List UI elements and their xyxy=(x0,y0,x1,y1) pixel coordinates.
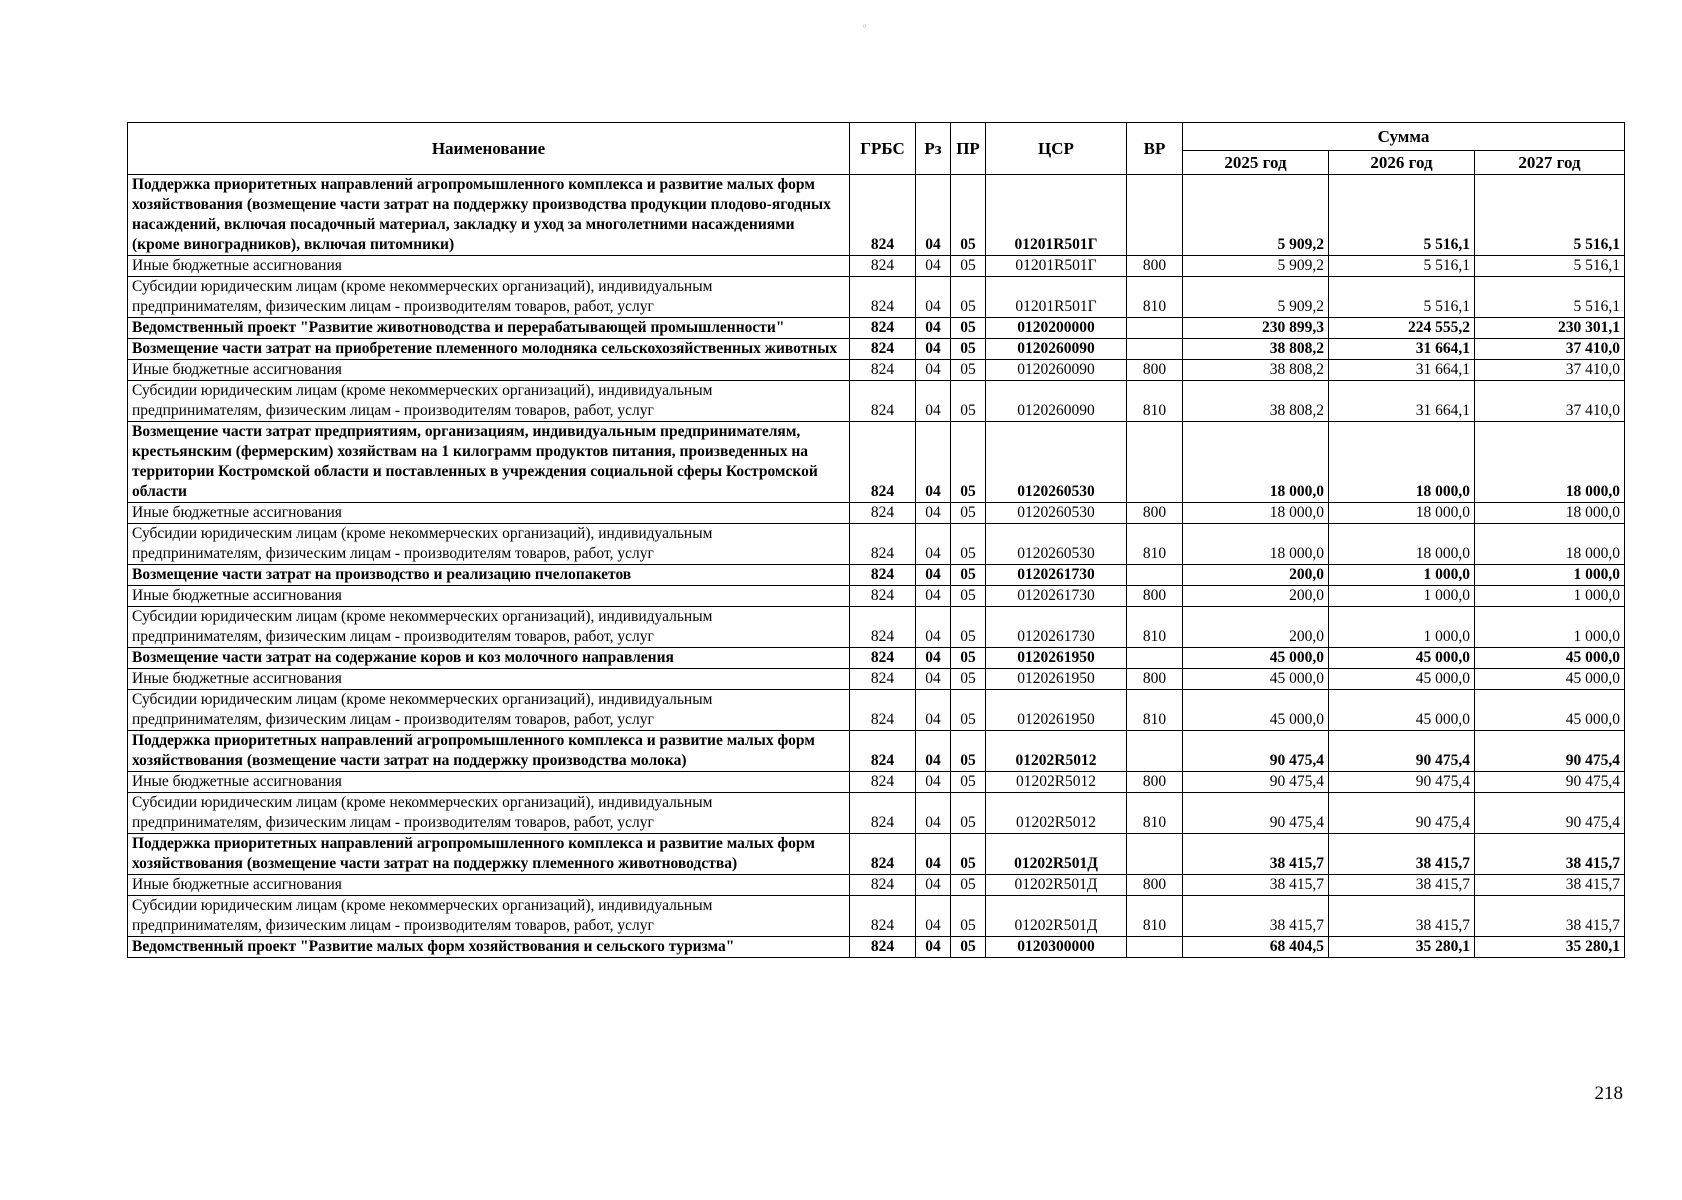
table-row xyxy=(128,648,1625,669)
row-grbs-cell: 824 xyxy=(850,875,916,896)
table-row xyxy=(128,875,1625,896)
row-pr-cell: 05 xyxy=(951,256,986,277)
row-amount-2026-cell: 1 000,0 xyxy=(1329,586,1475,607)
row-amount-2027-cell: 18 000,0 xyxy=(1475,524,1625,565)
row-amount-2027-cell: 230 301,1 xyxy=(1475,318,1625,339)
row-amount-2026-cell: 18 000,0 xyxy=(1329,524,1475,565)
row-name-cell: Иные бюджетные ассигнования xyxy=(128,875,850,896)
row-vr-cell xyxy=(1127,937,1183,958)
header-name: Наименование xyxy=(128,123,850,175)
row-grbs-cell: 824 xyxy=(850,360,916,381)
row-pr-cell: 05 xyxy=(951,175,986,256)
row-grbs-cell: 824 xyxy=(850,793,916,834)
row-name-cell: Поддержка приоритетных направлений агропромышленного комплекса и развитие малых форм хозяйствования (возмещение части затрат на поддержку производства продукции плодово-ягодных насаждений, включая посадочный материал, закладку и уход за многолетними насаждениями (кроме виноградников), включая питомники) xyxy=(128,175,850,256)
table-row xyxy=(128,381,1625,422)
row-amount-2026-cell: 18 000,0 xyxy=(1329,422,1475,503)
table-row xyxy=(128,360,1625,381)
table-row xyxy=(128,256,1625,277)
row-amount-2026-cell: 1 000,0 xyxy=(1329,607,1475,648)
row-vr-cell xyxy=(1127,834,1183,875)
table-row xyxy=(128,175,1625,256)
row-grbs-cell: 824 xyxy=(850,277,916,318)
row-amount-2025-cell: 18 000,0 xyxy=(1183,524,1329,565)
row-vr-cell: 800 xyxy=(1127,503,1183,524)
row-vr-cell: 800 xyxy=(1127,669,1183,690)
row-amount-2026-cell: 90 475,4 xyxy=(1329,772,1475,793)
table-row xyxy=(128,607,1625,648)
row-amount-2026-cell: 45 000,0 xyxy=(1329,669,1475,690)
row-rz-cell: 04 xyxy=(916,607,951,648)
row-grbs-cell: 824 xyxy=(850,339,916,360)
row-amount-2025-cell: 90 475,4 xyxy=(1183,731,1329,772)
row-grbs-cell: 824 xyxy=(850,175,916,256)
row-name-cell: Возмещение части затрат на приобретение племенного молодняка сельскохозяйственных животных xyxy=(128,339,850,360)
table-row xyxy=(128,731,1625,772)
row-grbs-cell: 824 xyxy=(850,256,916,277)
table-row xyxy=(128,690,1625,731)
row-vr-cell xyxy=(1127,422,1183,503)
row-amount-2027-cell: 35 280,1 xyxy=(1475,937,1625,958)
row-amount-2026-cell: 31 664,1 xyxy=(1329,381,1475,422)
row-pr-cell: 05 xyxy=(951,607,986,648)
row-csr-cell: 01202R5012 xyxy=(986,793,1127,834)
row-grbs-cell: 824 xyxy=(850,422,916,503)
row-name-cell: Иные бюджетные ассигнования xyxy=(128,586,850,607)
row-rz-cell: 04 xyxy=(916,339,951,360)
row-amount-2025-cell: 68 404,5 xyxy=(1183,937,1329,958)
row-amount-2025-cell: 5 909,2 xyxy=(1183,175,1329,256)
row-vr-cell: 810 xyxy=(1127,690,1183,731)
row-rz-cell: 04 xyxy=(916,318,951,339)
row-csr-cell: 0120261730 xyxy=(986,586,1127,607)
row-rz-cell: 04 xyxy=(916,793,951,834)
header-grbs: ГРБС xyxy=(850,123,916,175)
row-name-cell: Субсидии юридическим лицам (кроме некоммерческих организаций), индивидуальным предпринимателям, физическим лицам - производителям товаров, работ, услуг xyxy=(128,277,850,318)
row-amount-2025-cell: 90 475,4 xyxy=(1183,793,1329,834)
row-grbs-cell: 824 xyxy=(850,937,916,958)
row-vr-cell xyxy=(1127,565,1183,586)
row-name-cell: Субсидии юридическим лицам (кроме некоммерческих организаций), индивидуальным предпринимателям, физическим лицам - производителям товаров, работ, услуг xyxy=(128,793,850,834)
row-amount-2026-cell: 1 000,0 xyxy=(1329,565,1475,586)
row-name-cell: Поддержка приоритетных направлений агропромышленного комплекса и развитие малых форм хозяйствования (возмещение части затрат на поддержку производства молока) xyxy=(128,731,850,772)
row-amount-2025-cell: 38 415,7 xyxy=(1183,896,1329,937)
header-year-2025: 2025 год xyxy=(1183,151,1329,175)
row-name-cell: Субсидии юридическим лицам (кроме некоммерческих организаций), индивидуальным предпринимателям, физическим лицам - производителям товаров, работ, услуг xyxy=(128,896,850,937)
row-rz-cell: 04 xyxy=(916,422,951,503)
row-vr-cell: 810 xyxy=(1127,524,1183,565)
row-pr-cell: 05 xyxy=(951,896,986,937)
row-csr-cell: 0120260530 xyxy=(986,524,1127,565)
row-csr-cell: 0120260090 xyxy=(986,381,1127,422)
row-name-cell: Поддержка приоритетных направлений агропромышленного комплекса и развитие малых форм хозяйствования (возмещение части затрат на поддержку племенного животноводства) xyxy=(128,834,850,875)
row-amount-2026-cell: 90 475,4 xyxy=(1329,731,1475,772)
row-pr-cell: 05 xyxy=(951,690,986,731)
row-name-cell: Ведомственный проект "Развитие животноводства и перерабатывающей промышленности" xyxy=(128,318,850,339)
row-amount-2027-cell: 18 000,0 xyxy=(1475,503,1625,524)
row-grbs-cell: 824 xyxy=(850,731,916,772)
row-name-cell: Возмещение части затрат предприятиям, организациям, индивидуальным предпринимателям, крестьянским (фермерским) хозяйствам на 1 килограмм продуктов питания, произведенных на территории Костромской области и поставленных в учреждения социальной сферы Костромской области xyxy=(128,422,850,503)
row-pr-cell: 05 xyxy=(951,565,986,586)
row-amount-2027-cell: 5 516,1 xyxy=(1475,175,1625,256)
table-row xyxy=(128,277,1625,318)
row-amount-2025-cell: 45 000,0 xyxy=(1183,669,1329,690)
header-year-2026: 2026 год xyxy=(1329,151,1475,175)
table-header xyxy=(128,123,1625,175)
row-vr-cell: 810 xyxy=(1127,277,1183,318)
table-row xyxy=(128,772,1625,793)
row-amount-2026-cell: 45 000,0 xyxy=(1329,648,1475,669)
row-amount-2027-cell: 5 516,1 xyxy=(1475,256,1625,277)
row-rz-cell: 04 xyxy=(916,731,951,772)
row-name-cell: Субсидии юридическим лицам (кроме некоммерческих организаций), индивидуальным предпринимателям, физическим лицам - производителям товаров, работ, услуг xyxy=(128,607,850,648)
row-amount-2026-cell: 31 664,1 xyxy=(1329,360,1475,381)
row-vr-cell: 810 xyxy=(1127,381,1183,422)
row-amount-2027-cell: 18 000,0 xyxy=(1475,422,1625,503)
row-rz-cell: 04 xyxy=(916,875,951,896)
row-amount-2026-cell: 35 280,1 xyxy=(1329,937,1475,958)
row-pr-cell: 05 xyxy=(951,381,986,422)
header-rz: Рз xyxy=(916,123,951,175)
row-amount-2025-cell: 5 909,2 xyxy=(1183,256,1329,277)
row-csr-cell: 0120260090 xyxy=(986,360,1127,381)
row-amount-2026-cell: 5 516,1 xyxy=(1329,277,1475,318)
row-amount-2027-cell: 90 475,4 xyxy=(1475,793,1625,834)
row-vr-cell: 800 xyxy=(1127,360,1183,381)
row-rz-cell: 04 xyxy=(916,503,951,524)
row-rz-cell: 04 xyxy=(916,565,951,586)
row-amount-2025-cell: 38 415,7 xyxy=(1183,834,1329,875)
row-amount-2026-cell: 45 000,0 xyxy=(1329,690,1475,731)
row-amount-2025-cell: 90 475,4 xyxy=(1183,772,1329,793)
row-amount-2026-cell: 38 415,7 xyxy=(1329,875,1475,896)
row-csr-cell: 0120261950 xyxy=(986,669,1127,690)
page-number: 218 xyxy=(1594,1083,1623,1104)
row-name-cell: Субсидии юридическим лицам (кроме некоммерческих организаций), индивидуальным предпринимателям, физическим лицам - производителям товаров, работ, услуг xyxy=(128,381,850,422)
row-amount-2025-cell: 45 000,0 xyxy=(1183,648,1329,669)
row-amount-2026-cell: 5 516,1 xyxy=(1329,256,1475,277)
row-vr-cell xyxy=(1127,339,1183,360)
row-amount-2027-cell: 38 415,7 xyxy=(1475,875,1625,896)
row-csr-cell: 01201R501Г xyxy=(986,175,1127,256)
row-csr-cell: 0120260530 xyxy=(986,422,1127,503)
row-csr-cell: 01202R501Д xyxy=(986,875,1127,896)
table-row xyxy=(128,524,1625,565)
row-rz-cell: 04 xyxy=(916,360,951,381)
row-vr-cell: 810 xyxy=(1127,896,1183,937)
row-pr-cell: 05 xyxy=(951,277,986,318)
row-grbs-cell: 824 xyxy=(850,834,916,875)
row-pr-cell: 05 xyxy=(951,524,986,565)
row-vr-cell: 800 xyxy=(1127,772,1183,793)
row-grbs-cell: 824 xyxy=(850,772,916,793)
row-csr-cell: 0120260090 xyxy=(986,339,1127,360)
row-amount-2027-cell: 45 000,0 xyxy=(1475,648,1625,669)
row-amount-2027-cell: 38 415,7 xyxy=(1475,834,1625,875)
row-amount-2027-cell: 45 000,0 xyxy=(1475,669,1625,690)
row-amount-2025-cell: 38 808,2 xyxy=(1183,381,1329,422)
row-pr-cell: 05 xyxy=(951,731,986,772)
row-csr-cell: 0120200000 xyxy=(986,318,1127,339)
row-rz-cell: 04 xyxy=(916,896,951,937)
row-rz-cell: 04 xyxy=(916,690,951,731)
row-amount-2026-cell: 90 475,4 xyxy=(1329,793,1475,834)
row-amount-2025-cell: 200,0 xyxy=(1183,565,1329,586)
row-vr-cell xyxy=(1127,648,1183,669)
table-row xyxy=(128,586,1625,607)
row-csr-cell: 01201R501Г xyxy=(986,277,1127,318)
row-grbs-cell: 824 xyxy=(850,318,916,339)
row-name-cell: Иные бюджетные ассигнования xyxy=(128,360,850,381)
row-amount-2026-cell: 31 664,1 xyxy=(1329,339,1475,360)
row-rz-cell: 04 xyxy=(916,175,951,256)
table-row xyxy=(128,669,1625,690)
row-grbs-cell: 824 xyxy=(850,524,916,565)
row-pr-cell: 05 xyxy=(951,360,986,381)
row-pr-cell: 05 xyxy=(951,586,986,607)
row-rz-cell: 04 xyxy=(916,277,951,318)
row-grbs-cell: 824 xyxy=(850,669,916,690)
row-pr-cell: 05 xyxy=(951,834,986,875)
row-amount-2025-cell: 200,0 xyxy=(1183,607,1329,648)
row-pr-cell: 05 xyxy=(951,772,986,793)
row-csr-cell: 0120261950 xyxy=(986,690,1127,731)
row-amount-2027-cell: 45 000,0 xyxy=(1475,690,1625,731)
row-amount-2025-cell: 5 909,2 xyxy=(1183,277,1329,318)
row-pr-cell: 05 xyxy=(951,648,986,669)
row-amount-2027-cell: 5 516,1 xyxy=(1475,277,1625,318)
row-amount-2027-cell: 1 000,0 xyxy=(1475,607,1625,648)
row-name-cell: Субсидии юридическим лицам (кроме некоммерческих организаций), индивидуальным предпринимателям, физическим лицам - производителям товаров, работ, услуг xyxy=(128,524,850,565)
header-sum: Сумма xyxy=(1183,123,1625,151)
table-row xyxy=(128,422,1625,503)
table-row xyxy=(128,937,1625,958)
row-pr-cell: 05 xyxy=(951,669,986,690)
row-grbs-cell: 824 xyxy=(850,690,916,731)
row-name-cell: Субсидии юридическим лицам (кроме некоммерческих организаций), индивидуальным предпринимателям, физическим лицам - производителям товаров, работ, услуг xyxy=(128,690,850,731)
row-amount-2027-cell: 38 415,7 xyxy=(1475,896,1625,937)
row-pr-cell: 05 xyxy=(951,318,986,339)
row-rz-cell: 04 xyxy=(916,524,951,565)
row-amount-2025-cell: 200,0 xyxy=(1183,586,1329,607)
row-csr-cell: 0120261950 xyxy=(986,648,1127,669)
row-rz-cell: 04 xyxy=(916,669,951,690)
row-rz-cell: 04 xyxy=(916,772,951,793)
row-amount-2025-cell: 18 000,0 xyxy=(1183,422,1329,503)
scan-speck: ° xyxy=(862,24,867,35)
row-amount-2026-cell: 38 415,7 xyxy=(1329,834,1475,875)
row-csr-cell: 01202R501Д xyxy=(986,834,1127,875)
header-pr: ПР xyxy=(951,123,986,175)
header-year-2027: 2027 год xyxy=(1475,151,1625,175)
row-amount-2026-cell: 18 000,0 xyxy=(1329,503,1475,524)
row-amount-2027-cell: 37 410,0 xyxy=(1475,339,1625,360)
row-pr-cell: 05 xyxy=(951,937,986,958)
row-vr-cell: 800 xyxy=(1127,586,1183,607)
row-pr-cell: 05 xyxy=(951,793,986,834)
row-grbs-cell: 824 xyxy=(850,565,916,586)
header-vr: ВР xyxy=(1127,123,1183,175)
row-vr-cell: 800 xyxy=(1127,256,1183,277)
row-amount-2027-cell: 37 410,0 xyxy=(1475,381,1625,422)
row-rz-cell: 04 xyxy=(916,834,951,875)
row-amount-2025-cell: 45 000,0 xyxy=(1183,690,1329,731)
row-csr-cell: 01202R5012 xyxy=(986,731,1127,772)
row-csr-cell: 0120260530 xyxy=(986,503,1127,524)
table-body xyxy=(128,175,1625,958)
row-name-cell: Возмещение части затрат на производство и реализацию пчелопакетов xyxy=(128,565,850,586)
row-amount-2026-cell: 5 516,1 xyxy=(1329,175,1475,256)
header-csr: ЦСР xyxy=(986,123,1127,175)
row-amount-2025-cell: 38 808,2 xyxy=(1183,360,1329,381)
row-pr-cell: 05 xyxy=(951,422,986,503)
row-rz-cell: 04 xyxy=(916,937,951,958)
row-vr-cell xyxy=(1127,318,1183,339)
row-amount-2027-cell: 1 000,0 xyxy=(1475,565,1625,586)
row-rz-cell: 04 xyxy=(916,648,951,669)
row-rz-cell: 04 xyxy=(916,381,951,422)
row-rz-cell: 04 xyxy=(916,256,951,277)
row-name-cell: Возмещение части затрат на содержание коров и коз молочного направления xyxy=(128,648,850,669)
row-amount-2026-cell: 38 415,7 xyxy=(1329,896,1475,937)
row-name-cell: Иные бюджетные ассигнования xyxy=(128,256,850,277)
row-vr-cell xyxy=(1127,731,1183,772)
row-amount-2027-cell: 1 000,0 xyxy=(1475,586,1625,607)
row-csr-cell: 01202R5012 xyxy=(986,772,1127,793)
row-amount-2026-cell: 224 555,2 xyxy=(1329,318,1475,339)
row-rz-cell: 04 xyxy=(916,586,951,607)
table-row xyxy=(128,339,1625,360)
row-grbs-cell: 824 xyxy=(850,607,916,648)
row-pr-cell: 05 xyxy=(951,339,986,360)
row-csr-cell: 0120300000 xyxy=(986,937,1127,958)
row-amount-2027-cell: 90 475,4 xyxy=(1475,731,1625,772)
row-vr-cell: 800 xyxy=(1127,875,1183,896)
row-grbs-cell: 824 xyxy=(850,381,916,422)
table-row xyxy=(128,318,1625,339)
row-vr-cell: 810 xyxy=(1127,793,1183,834)
row-csr-cell: 01201R501Г xyxy=(986,256,1127,277)
row-pr-cell: 05 xyxy=(951,503,986,524)
row-grbs-cell: 824 xyxy=(850,896,916,937)
table-row xyxy=(128,565,1625,586)
row-grbs-cell: 824 xyxy=(850,586,916,607)
row-csr-cell: 01202R501Д xyxy=(986,896,1127,937)
row-amount-2025-cell: 18 000,0 xyxy=(1183,503,1329,524)
row-grbs-cell: 824 xyxy=(850,648,916,669)
row-amount-2025-cell: 38 808,2 xyxy=(1183,339,1329,360)
table-row xyxy=(128,896,1625,937)
row-pr-cell: 05 xyxy=(951,875,986,896)
row-amount-2027-cell: 90 475,4 xyxy=(1475,772,1625,793)
row-csr-cell: 0120261730 xyxy=(986,607,1127,648)
table-row xyxy=(128,834,1625,875)
table-row xyxy=(128,503,1625,524)
row-amount-2025-cell: 230 899,3 xyxy=(1183,318,1329,339)
row-amount-2025-cell: 38 415,7 xyxy=(1183,875,1329,896)
row-csr-cell: 0120261730 xyxy=(986,565,1127,586)
row-vr-cell: 810 xyxy=(1127,607,1183,648)
row-grbs-cell: 824 xyxy=(850,503,916,524)
row-amount-2027-cell: 37 410,0 xyxy=(1475,360,1625,381)
table-row xyxy=(128,793,1625,834)
row-name-cell: Ведомственный проект "Развитие малых форм хозяйствования и сельского туризма" xyxy=(128,937,850,958)
row-name-cell: Иные бюджетные ассигнования xyxy=(128,772,850,793)
row-name-cell: Иные бюджетные ассигнования xyxy=(128,503,850,524)
row-vr-cell xyxy=(1127,175,1183,256)
budget-table xyxy=(127,122,1625,958)
row-name-cell: Иные бюджетные ассигнования xyxy=(128,669,850,690)
